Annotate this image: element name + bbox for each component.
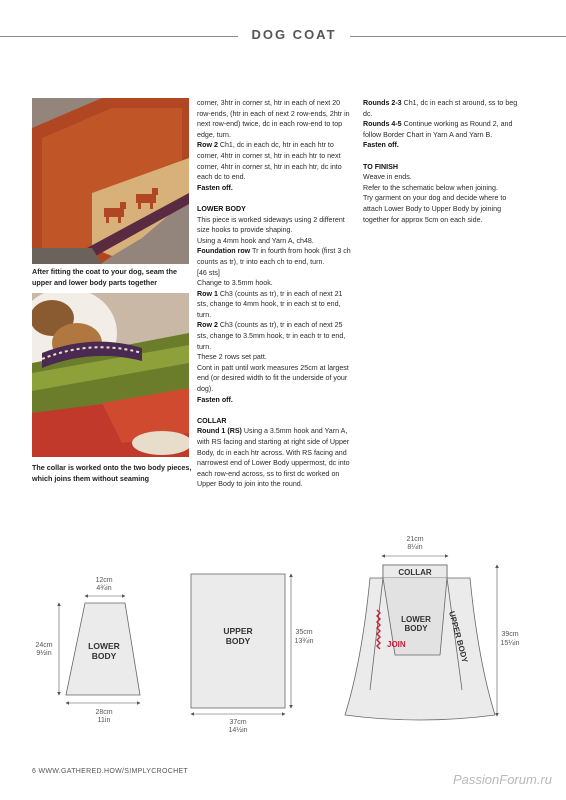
lower-body-label: LOWER: [88, 641, 120, 651]
page-title: DOG COAT: [251, 27, 337, 42]
page-footer: [32, 768, 188, 775]
collar-label: COLLAR: [398, 568, 432, 577]
stitch-count: [46 sts]: [197, 268, 220, 277]
row-text: Ch1, dc in each st around, ss to beg dc.: [363, 99, 518, 118]
paragraph: Cont in patt until work measures 25cm at largest end (or desired width to fit the underside of your dog).: [197, 363, 349, 394]
row-label: Rounds 4-5: [363, 120, 402, 129]
footer-url[interactable]: WWW.GATHERED.HOW/SIMPLYCROCHET: [38, 768, 188, 775]
spacer: [197, 193, 355, 204]
lower-bottom-in: 11in: [97, 717, 111, 724]
paragraph: These 2 rows set patt.: [197, 353, 267, 362]
lower-top-cm: 12cm: [95, 577, 113, 584]
schematic-diagrams: [0, 520, 566, 750]
assembled-side-in: 15¼in: [500, 640, 520, 647]
row-label: Round 1 (RS): [197, 427, 242, 436]
spacer: [363, 151, 523, 162]
photo-red-coat: [32, 98, 189, 264]
upper-body-label: BODY: [225, 636, 251, 646]
assembled-side-cm: 39cm: [501, 631, 519, 638]
row-text: Using a 3.5mm hook and Yarn A, with RS facing and starting at right side of Upper Body, dc in each htr across. With RS facing and narrowest end of Lower Body uppermost, dc into each row-end across, ss to first dc worked on Upper Body to join into the round.: [197, 427, 350, 489]
paragraph: corner, 3htr in corner st, htr in each of next 20 row-ends, (htr in each of next 2 row-ends, 2htr in next row-end) twice, dc in each row-end to top edge, turn.: [197, 99, 350, 139]
upper-side-cm: 35cm: [295, 629, 313, 636]
page-number: 6: [32, 768, 37, 775]
paragraph: Using a 4mm hook and Yarn A, ch48.: [197, 236, 314, 245]
fasten-off: Fasten off.: [197, 183, 233, 192]
section-heading-collar: COLLAR: [197, 416, 227, 425]
paragraph: Weave in ends.: [363, 173, 412, 182]
assembled-diagram: [345, 536, 520, 720]
header-rule-left: [0, 36, 238, 37]
assembled-lower-label: BODY: [404, 624, 428, 633]
lower-top-in: 4¾in: [96, 585, 112, 592]
lower-bottom-cm: 28cm: [95, 709, 113, 716]
watermark: PassionForum.ru: [453, 772, 552, 787]
section-heading-lower-body: LOWER BODY: [197, 204, 246, 213]
lower-body-label: BODY: [91, 651, 117, 661]
instructions-column-3: [363, 98, 523, 225]
fasten-off: Fasten off.: [363, 141, 399, 150]
row-label: Row 2: [197, 321, 218, 330]
paragraph: [363, 98, 523, 119]
paragraph: [197, 426, 355, 490]
upper-body-diagram: [191, 574, 314, 734]
upper-body-label: UPPER: [223, 626, 253, 636]
paragraph: This piece is worked sideways using 2 different size hooks to provide shaping.: [197, 215, 345, 235]
paragraph: [197, 289, 355, 321]
row-text: Ch3 (counts as tr), tr in each of next 25 sts, change to 3.5mm hook, tr in each tr to end, turn.: [197, 321, 346, 351]
fasten-off: Fasten off.: [197, 395, 233, 404]
row-text: Ch3 (counts as tr), tr in each of next 21 sts, change to 4mm hook, tr in each st to end, turn.: [197, 289, 343, 319]
upper-side-in: 13¾in: [294, 638, 314, 645]
photo2-caption: The collar is worked onto the two body pieces, which joins them without seaming: [32, 463, 192, 483]
photo-dog-collar: [32, 293, 189, 457]
join-label: JOIN: [387, 640, 406, 649]
instructions-column-2: [197, 98, 355, 490]
row-label: Row 2: [197, 141, 218, 150]
upper-bottom-in: 14½in: [228, 727, 248, 734]
photo1-caption: After fitting the coat to your dog, seam the upper and lower body parts together: [32, 267, 177, 287]
paragraph: [197, 140, 355, 182]
lower-body-diagram: [35, 577, 140, 724]
lower-side-cm: 24cm: [35, 642, 53, 649]
paragraph: Try garment on your dog and decide where to attach Lower Body to Upper Body by joining together for approx 5cm on each side.: [363, 194, 507, 224]
row-text: Continue working as Round 2, and follow Border Chart in Yarn A and Yarn B.: [363, 120, 513, 139]
paragraph: [197, 320, 355, 352]
paragraph: [363, 119, 523, 140]
header-rule-right: [350, 36, 566, 37]
row-label: Foundation row: [197, 247, 251, 256]
paragraph: Change to 3.5mm hook.: [197, 279, 273, 288]
assembled-upper-label: UPPER BODY: [447, 610, 470, 664]
row-label: Row 1: [197, 289, 218, 298]
row-label: Rounds 2-3: [363, 99, 402, 107]
row-text: Ch1, dc in each dc, htr in each htr to corner, 4htr in corner st, htr in each htr to next corner, 4htr in corner st, htr in each htr, dc into each dc to end.: [197, 141, 342, 182]
collar-top-in: 8¼in: [407, 544, 423, 551]
upper-bottom-cm: 37cm: [229, 719, 247, 726]
assembled-lower-label: LOWER: [401, 615, 431, 624]
section-heading-to-finish: TO FINISH: [363, 162, 398, 171]
spacer: [197, 405, 355, 416]
paragraph: [197, 246, 355, 267]
lower-side-in: 9½in: [36, 650, 52, 657]
paragraph: Refer to the schematic below when joining.: [363, 183, 498, 192]
row-text: Tr in fourth from hook (first 3 ch counts as tr), tr into each ch to end, turn.: [197, 247, 351, 266]
collar-top-cm: 21cm: [406, 536, 424, 543]
